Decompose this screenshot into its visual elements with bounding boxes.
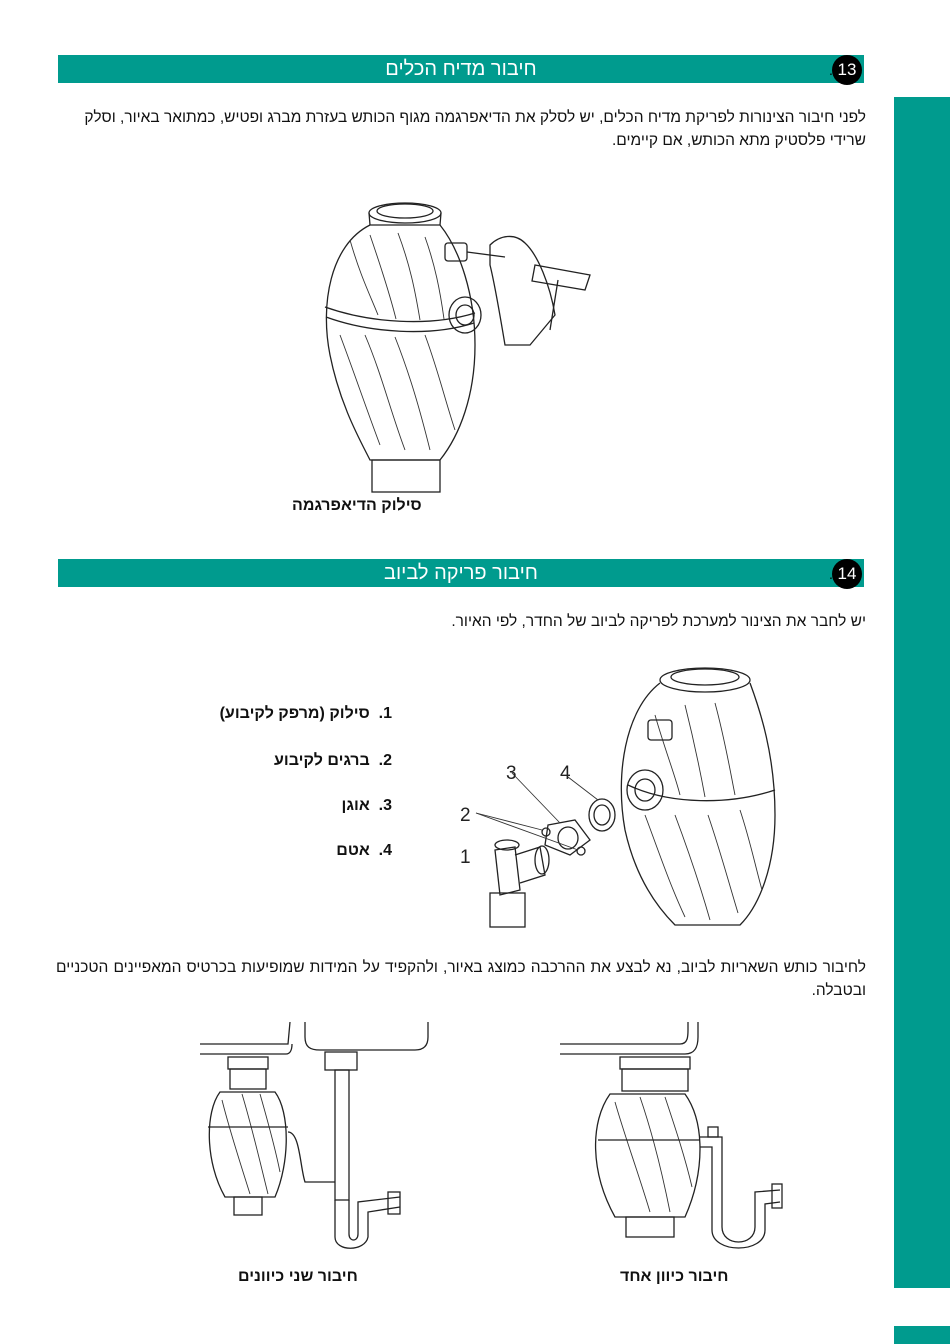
legend-item-2-label: ברגים לקיבוע [274,752,370,769]
section-14-paragraph: יש לחבר את הצינור למערכת לפריקה לביוב של החדר, לפי האיור. [451,613,866,630]
double-sink-caption: חיבור שני כיוונים [238,1268,358,1285]
legend-item-4 [336,842,392,860]
single-sink-caption: חיבור כיוון אחד [620,1268,729,1285]
legend-item-1-label: סילוק (מרפק לקיבוע) [219,705,370,722]
section-14-number-badge: 14 [832,559,862,589]
legend-item-2-number: 2. [378,752,392,769]
callout-1: 1 [460,847,471,868]
double-sink-installation-illustration [200,1022,440,1267]
callout-3: 3 [506,763,517,784]
legend-item-2 [274,752,392,770]
section-13-paragraph: לפני חיבור הצינורות לפריקת מדיח הכלים, יש לסלק את הדיאפרגמה מגוף הכותש בעזרת מברג ופטיש, כמתואר באיור, וסלק שרידי פלסטיק מתא הכותש, אם קיימים. [84,109,866,149]
diaphragm-removal-caption: סילוק הדיאפרגמה [292,497,422,514]
legend-item-4-number: 4. [378,842,392,859]
section-14-title: חיבור פריקה לביוב [384,562,538,584]
side-accent-tab [894,1326,950,1344]
section-13-header [58,55,864,83]
section-14-header [58,559,864,587]
callout-2: 2 [460,805,471,826]
single-sink-installation-illustration [560,1022,800,1267]
legend-item-1-number: 1. [378,705,392,722]
section-13-number-dot: . [829,62,833,78]
legend-item-3-number: 3. [378,797,392,814]
callout-4: 4 [560,763,571,784]
legend-item-4-label: אטם [336,842,370,859]
section-13-title: חיבור מדיח הכלים [385,58,537,80]
section-13-number-badge: 13 [832,55,862,85]
section-14-number-dot: . [829,566,833,582]
legend-item-3-label: אוגן [341,797,370,814]
diaphragm-removal-illustration [310,195,610,495]
legend-item-1 [220,705,392,723]
parts-legend [150,705,392,875]
side-accent-bar [894,97,950,1288]
legend-item-3 [342,797,392,815]
drain-connection-exploded-view [450,655,780,940]
section-14-paragraph-2: לחיבור כותש השאריות לביוב, נא לבצע את ההרכבה כמוצג באיור, ולהקפיד על המידות שמופיעות בכרטיס המאפיינים הטכניים ובטבלה. [56,959,866,999]
